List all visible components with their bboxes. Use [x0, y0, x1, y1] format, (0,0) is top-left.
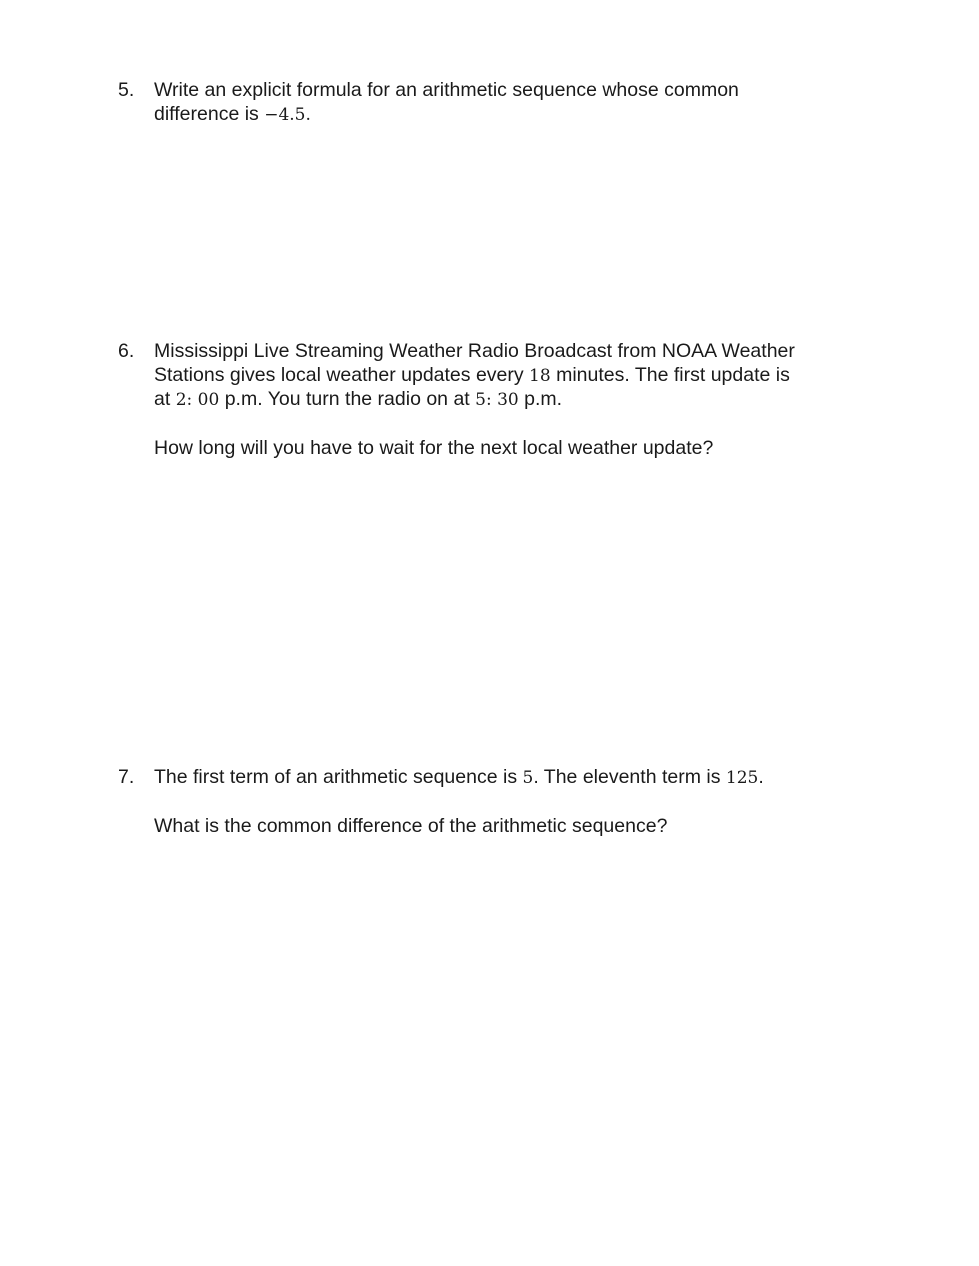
question-line: Write an explicit formula for an arithmetic sequence whose common — [154, 79, 739, 101]
text-segment: Stations gives local weather updates every — [154, 363, 530, 386]
question-text — [154, 340, 878, 460]
math-expression: 125 — [725, 768, 759, 788]
text-segment: The first term of an arithmetic sequence is — [154, 766, 523, 788]
question-5 — [118, 79, 878, 127]
math-expression: 2: 00 — [175, 390, 220, 410]
question-line — [154, 103, 878, 128]
math-expression: 18 — [529, 365, 551, 386]
question-number: 5. — [118, 79, 135, 101]
text-segment: . — [305, 104, 311, 125]
text-segment: p.m. You turn the radio on at — [219, 388, 476, 410]
question-text — [154, 766, 878, 838]
text-segment: p.m. — [518, 388, 563, 410]
text-segment: difference is — [154, 102, 265, 125]
math-expression: −4.5 — [264, 104, 306, 125]
question-number: 6. — [118, 340, 135, 362]
question-prompt: What is the common difference of the arithmetic sequence? — [154, 814, 668, 837]
question-line: Mississippi Live Streaming Weather Radio Broadcast from NOAA Weather — [154, 340, 795, 362]
question-text — [154, 79, 878, 127]
math-expression: 5 — [522, 768, 534, 788]
question-line — [154, 766, 878, 791]
question-7 — [118, 766, 878, 838]
question-6 — [118, 340, 878, 460]
question-number: 7. — [118, 766, 135, 788]
text-segment: . The eleventh term is — [533, 766, 726, 788]
question-prompt: How long will you have to wait for the next local weather update? — [154, 436, 714, 459]
text-segment: . — [758, 766, 764, 788]
text-segment: minutes. The first update is — [550, 363, 790, 386]
question-line — [154, 364, 878, 389]
question-line — [154, 388, 878, 413]
math-expression: 5: 30 — [475, 390, 519, 410]
text-segment: at — [154, 388, 176, 410]
